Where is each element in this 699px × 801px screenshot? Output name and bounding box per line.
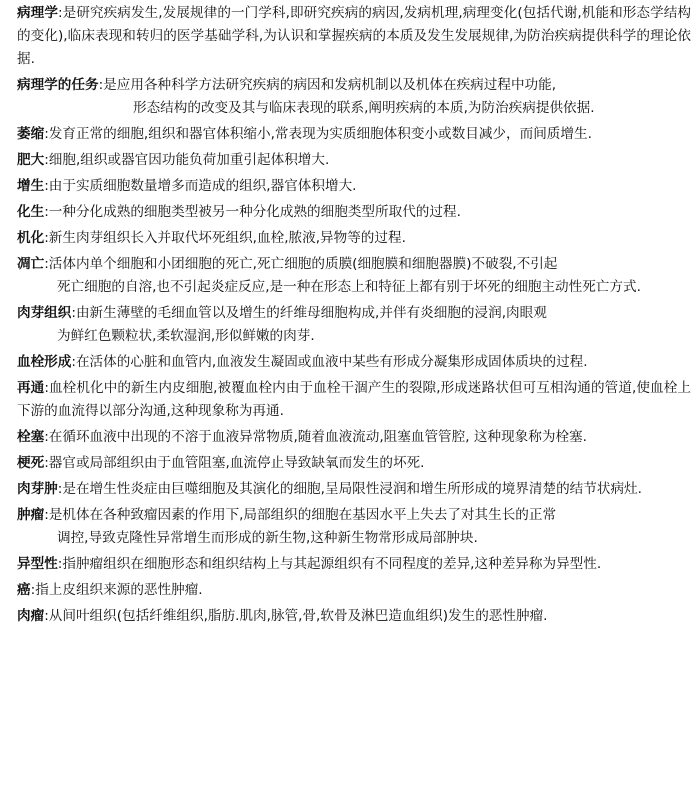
separator: : [58, 5, 63, 21]
definition: 器官或局部组织由于血管阻塞,血流停止导致缺氧而发生的坏死. [48, 455, 425, 471]
definition: 由新生薄壁的毛细血管以及增生的纤维母细胞构成,并伴有炎细胞的浸润,肉眼观 [75, 305, 547, 321]
entry-organization [17, 227, 691, 250]
term: 血栓形成 [17, 354, 72, 370]
definition: 指肿瘤组织在细胞形态和组织结构上与其起源组织有不同程度的差异,这种差异称为异型性. [62, 556, 602, 572]
term: 肉瘤 [17, 608, 45, 624]
definition-continued: 调控,导致克隆性异常增生而形成的新生物,这种新生物常形成局部肿块. [57, 530, 478, 546]
entry-sarcoma [17, 605, 691, 628]
separator: : [57, 481, 63, 497]
definition: 是机体在各种致瘤因素的作用下,局部组织的细胞在基因水平上失去了对其生长的正常 [48, 507, 557, 523]
definition: 在循环血液中出现的不溶于血液异常物质,随着血液流动,阻塞血管管腔, 这种现象称为栓塞. [48, 429, 587, 445]
entry-tumor [17, 504, 691, 550]
separator: : [44, 256, 49, 272]
definition: 新生肉芽组织长入并取代坏死组织,血栓,脓液,异物等的过程. [48, 230, 406, 246]
term: 异型性 [17, 556, 58, 572]
term: 机化 [17, 230, 45, 246]
separator: : [44, 230, 49, 246]
separator: : [44, 455, 49, 471]
term: 癌 [17, 582, 31, 598]
entry-apoptosis [17, 253, 691, 299]
entry-infarction [17, 452, 691, 475]
entry-hypertrophy [17, 149, 691, 172]
entry-atypia [17, 553, 691, 576]
definition-continued: 形态结构的改变及其与临床表现的联系,阐明疾病的本质,为防治疾病提供依据. [133, 100, 595, 116]
term: 肉芽组织 [17, 305, 72, 321]
term: 病理学的任务 [17, 77, 99, 93]
definition: 在活体的心脏和血管内,血液发生凝固或血液中某些有形成分凝集形成固体质块的过程. [75, 354, 588, 370]
definition: 由于实质细胞数量增多而造成的组织,器官体积增大. [48, 178, 357, 194]
definition: 活体内单个细胞和小团细胞的死亡,死亡细胞的质膜(细胞膜和细胞器膜)不破裂,不引起 [48, 256, 558, 272]
term: 增生 [17, 178, 45, 194]
term: 肥大 [17, 152, 45, 168]
definition: 是应用各种科学方法研究疾病的病因和发病机制以及机体在疾病过程中功能, [103, 77, 557, 93]
term: 凋亡 [17, 256, 45, 272]
definition: 是研究疾病发生,发展规律的一门学科,即研究疾病的病因,发病机理,病理变化(包括代谢,机能和形态学结构的变化),临床表现和转归的医学基础学科,为认识和掌握疾病的本质及发生发展规律,为防治疾病提供科学的理论依据. [17, 5, 692, 67]
separator: : [44, 178, 49, 194]
definition: 血栓机化中的新生内皮细胞,被覆血栓内由于血栓干涸产生的裂隙,形成迷路状但可互相沟通的管道,使血栓上下游的血流得以部分沟通,这种现象称为再通. [17, 380, 691, 419]
definition: 指上皮组织来源的恶性肿瘤. [35, 582, 203, 598]
entry-embolism [17, 426, 691, 449]
separator: : [44, 126, 49, 142]
definition: 一种分化成熟的细胞类型被另一种分化成熟的细胞类型所取代的过程. [48, 204, 461, 220]
separator: : [44, 429, 49, 445]
entry-pathology [17, 2, 691, 71]
definition-continued: 死亡细胞的自溶,也不引起炎症反应,是一种在形态上和特征上都有别于坏死的细胞主动性死亡方式. [57, 279, 641, 295]
term: 肉芽肿 [17, 481, 58, 497]
term: 化生 [17, 204, 45, 220]
entry-atrophy [17, 123, 691, 146]
term: 肿瘤 [17, 507, 45, 523]
separator: : [30, 582, 36, 598]
entry-thrombosis [17, 351, 691, 374]
separator: : [44, 507, 49, 523]
separator: : [44, 380, 49, 396]
definition: 发育正常的细胞,组织和器官体积缩小,常表现为实质细胞体积变小或数目减少，而间质增生. [48, 126, 592, 142]
separator: : [44, 608, 49, 624]
separator: : [98, 77, 104, 93]
separator: : [71, 305, 76, 321]
separator: : [57, 556, 63, 572]
separator: : [71, 354, 76, 370]
term: 栓塞 [17, 429, 45, 445]
entry-pathology-task [17, 74, 691, 120]
entry-recanalization [17, 377, 691, 423]
separator: : [44, 152, 49, 168]
entry-granulation-tissue [17, 302, 691, 348]
separator: : [44, 204, 49, 220]
term: 萎缩 [17, 126, 45, 142]
entry-granuloma [17, 478, 691, 501]
entry-carcinoma [17, 579, 691, 602]
entry-hyperplasia [17, 175, 691, 198]
term: 再通 [17, 380, 45, 396]
term: 病理学 [17, 5, 58, 21]
definition: 是在增生性炎症由巨噬细胞及其演化的细胞,呈局限性浸润和增生所形成的境界清楚的结节状病灶. [62, 481, 642, 497]
definition: 从间叶组织(包括纤维组织,脂肪.肌肉,脉管,骨,软骨及淋巴造血组织)发生的恶性肿瘤. [48, 608, 548, 624]
definition: 细胞,组织或器官因功能负荷加重引起体积增大. [48, 152, 330, 168]
term: 梗死 [17, 455, 45, 471]
definition-continued: 为鲜红色颗粒状,柔软湿润,形似鲜嫩的肉芽. [57, 328, 315, 344]
entry-metaplasia [17, 201, 691, 224]
